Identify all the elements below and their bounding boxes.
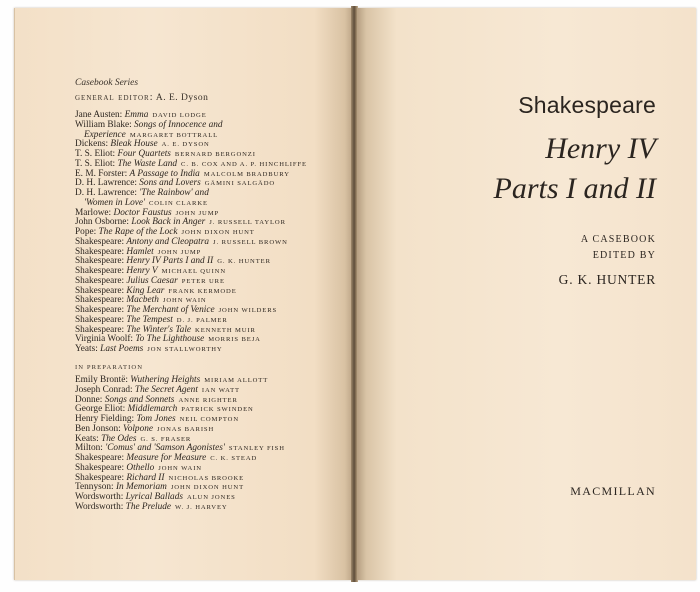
- list-item-author: William Blake:: [75, 119, 132, 130]
- book-title-line-2: Parts I and II: [493, 172, 656, 205]
- list-item-title: 'Women in Love': [84, 197, 145, 208]
- list-item-editor: JOHN JUMP: [157, 248, 202, 256]
- book-gutter: [351, 6, 358, 582]
- list-item-editor: PATRICK SWINDEN: [181, 406, 254, 414]
- list-item-editor: MIRIAM ALLOTT: [204, 377, 269, 384]
- list-item-author: Wordsworth:: [75, 501, 124, 512]
- list-item-title: Measure for Measure: [126, 453, 207, 463]
- list-item-title: The Winter's Tale: [126, 324, 192, 335]
- list-item-title: Look Back in Anger: [131, 217, 206, 228]
- list-item-title: Songs of Innocence and: [134, 119, 223, 130]
- list-item-author: Marlowe:: [75, 207, 112, 218]
- list-item-author: Shakespeare:: [75, 453, 125, 463]
- list-item-title: The Tempest: [126, 314, 173, 325]
- list-item-editor: FRANK KERMODE: [168, 287, 237, 295]
- list-item-title: The Odes: [101, 433, 137, 444]
- list-item-author: Milton:: [75, 443, 103, 454]
- list-item-author: Joseph Conrad:: [75, 384, 133, 395]
- list-item-title: King Lear: [126, 285, 165, 296]
- list-item-author: Shakespeare:: [75, 266, 125, 276]
- list-item-editor: A. E. DYSON: [161, 141, 210, 149]
- list-item-editor: JOHN WILDERS: [218, 307, 278, 314]
- list-item-title: Doctor Faustus: [113, 207, 172, 218]
- list-item-title: Last Poems: [100, 344, 144, 354]
- publisher-name: MACMILLAN: [570, 484, 656, 498]
- book-list-item: [75, 345, 307, 355]
- general-editor-label: general editor:: [75, 92, 154, 103]
- list-item-editor: PETER URE: [181, 277, 225, 285]
- list-item-author: Ben Jonson:: [75, 423, 121, 434]
- list-item-editor: JOHN WAIN: [162, 297, 207, 305]
- list-item-editor: JOHN DIXON HUNT: [181, 229, 255, 236]
- list-item-editor: COLIN CLARKE: [148, 199, 208, 207]
- list-item-author: Henry Fielding:: [75, 414, 135, 424]
- published-titles-list: [75, 111, 307, 355]
- list-item-title: Macbeth: [126, 295, 159, 306]
- list-item-title: Songs and Sonnets: [104, 394, 175, 405]
- list-item-author: George Eliot:: [75, 404, 126, 415]
- list-item-author: Emily Brontë:: [75, 375, 128, 385]
- list-item-author: T. S. Eliot:: [75, 158, 116, 169]
- list-item-title: Experience: [84, 129, 126, 140]
- list-item-author: John Osborne:: [75, 217, 129, 228]
- list-item-author: Donne:: [75, 394, 103, 405]
- list-item-editor: KENNETH MUIR: [195, 326, 256, 334]
- list-item-title: 'Comus' and 'Samson Agonistes': [105, 443, 225, 454]
- list-item-title: Lyrical Ballads: [125, 492, 183, 502]
- list-item-title: Henry V: [126, 266, 158, 276]
- list-item-title: Volpone: [123, 423, 153, 434]
- general-editor-name: A. E. Dyson: [155, 93, 209, 103]
- list-item-author: Shakespeare:: [75, 236, 125, 247]
- list-item-author: Shakespeare:: [75, 285, 125, 296]
- list-item-author: Shakespeare:: [75, 314, 125, 325]
- list-item-editor: C. K. STEAD: [210, 455, 258, 462]
- list-item-author: Shakespeare:: [75, 462, 125, 473]
- list-item-author: D. H. Lawrence:: [75, 188, 137, 198]
- list-item-author: Shakespeare:: [75, 295, 125, 306]
- list-item-author: Tennyson:: [75, 482, 114, 493]
- book-title-line-1: Henry IV: [545, 132, 656, 165]
- list-item-editor: D. J. PALMER: [176, 316, 228, 324]
- list-item-editor: JON STALLWORTHY: [147, 346, 223, 353]
- list-item-title: Sons and Lovers: [139, 178, 201, 189]
- book-author: Shakespeare: [518, 92, 656, 118]
- list-item-editor: NICHOLAS BROOKE: [168, 474, 245, 482]
- list-item-author: D. H. Lawrence:: [75, 178, 137, 189]
- list-item-editor: BERNARD BERGONZI: [174, 151, 256, 158]
- list-item-editor: JOHN DIXON HUNT: [170, 484, 245, 492]
- list-item-author: Shakespeare:: [75, 472, 125, 483]
- in-preparation-heading: IN PREPARATION: [75, 364, 144, 371]
- list-item-editor: J. RUSSELL TAYLOR: [209, 219, 286, 227]
- list-item-author: E. M. Forster:: [75, 168, 128, 179]
- list-item-title: 'The Rainbow' and: [139, 188, 209, 198]
- list-item-editor: MICHAEL QUINN: [161, 268, 227, 275]
- list-item-title: Henry IV Parts I and II: [126, 256, 214, 267]
- list-item-author: Shakespeare:: [75, 324, 125, 335]
- list-item-title: Othello: [126, 462, 155, 473]
- list-item-editor: MORRIS BEJA: [208, 336, 261, 344]
- list-item-author: Wordsworth:: [75, 492, 124, 502]
- list-item-editor: JOHN WAIN: [158, 464, 202, 472]
- list-item-author: Keats:: [75, 433, 99, 444]
- list-item-editor: G. S. FRASER: [140, 435, 192, 443]
- list-item-title: The Rape of the Lock: [98, 227, 178, 237]
- list-item-title: Middlemarch: [127, 404, 178, 415]
- list-item-editor: JONAS BARISH: [157, 425, 215, 433]
- list-item-editor: G. K. HUNTER: [217, 258, 271, 266]
- list-item-author: T. S. Eliot:: [75, 149, 116, 159]
- list-item-editor: MALCOLM BRADBURY: [203, 170, 290, 178]
- list-item-title: The Prelude: [125, 501, 172, 512]
- edited-by-label: EDITED BY: [592, 250, 656, 261]
- list-item-editor: IAN WATT: [201, 386, 240, 394]
- list-item-title: In Memoriam: [115, 482, 167, 493]
- book-list-item: [75, 503, 285, 513]
- list-item-title: Richard II: [126, 472, 165, 483]
- list-item-editor: ALUN JONES: [186, 494, 236, 501]
- list-item-author: Pope:: [75, 227, 97, 237]
- list-item-editor: JOHN JUMP: [175, 209, 220, 217]
- list-item-title: The Waste Land: [117, 158, 178, 169]
- list-item-title: Tom Jones: [136, 414, 176, 424]
- left-page: [14, 8, 355, 580]
- list-item-editor: J. RUSSELL BROWN: [213, 238, 288, 246]
- list-item-editor: ANNE RIGHTER: [178, 396, 238, 404]
- list-item-editor: GĀMINI SALGĀDO: [204, 180, 276, 188]
- list-item-author: Dickens:: [75, 139, 109, 150]
- book-editor: G. K. HUNTER: [558, 272, 656, 287]
- list-item-author: Shakespeare:: [75, 256, 125, 267]
- list-item-title: Julius Caesar: [126, 275, 178, 286]
- list-item-editor: W. J. HARVEY: [175, 503, 228, 511]
- list-item-editor: STANLEY FISH: [228, 445, 285, 453]
- list-item-editor: NEIL COMPTON: [179, 416, 239, 423]
- list-item-title: Four Quartets: [117, 149, 171, 159]
- list-item-title: Antony and Cleopatra: [126, 236, 210, 247]
- list-item-editor: C. B. COX AND A. P. HINCHLIFFE: [181, 160, 307, 168]
- in-preparation-list: [75, 376, 285, 513]
- list-item-author: Jane Austen:: [75, 110, 123, 120]
- list-item-editor: MARGARET BOTTRALL: [129, 131, 219, 139]
- list-item-title: Bleak House: [110, 139, 158, 150]
- list-item-author: Virginia Woolf:: [75, 334, 134, 345]
- list-item-author: Yeats:: [75, 344, 98, 354]
- list-item-title: Wuthering Heights: [130, 375, 201, 385]
- list-item-author: Shakespeare:: [75, 275, 125, 286]
- list-item-title: To The Lighthouse: [135, 334, 205, 345]
- list-item-author: Shakespeare:: [75, 246, 125, 257]
- list-item-author: Shakespeare:: [75, 305, 125, 315]
- list-item-title: The Secret Agent: [134, 384, 198, 395]
- list-item-editor: DAVID LODGE: [152, 112, 207, 119]
- list-item-title: A Passage to India: [129, 168, 200, 179]
- list-item-title: Hamlet: [126, 246, 154, 257]
- casebook-label: A CASEBOOK: [580, 234, 656, 245]
- general-editor-line: [75, 92, 208, 103]
- list-item-title: Emma: [124, 110, 149, 120]
- list-item-title: The Merchant of Venice: [126, 305, 215, 315]
- series-title: Casebook Series: [75, 78, 139, 88]
- right-page: [356, 8, 696, 580]
